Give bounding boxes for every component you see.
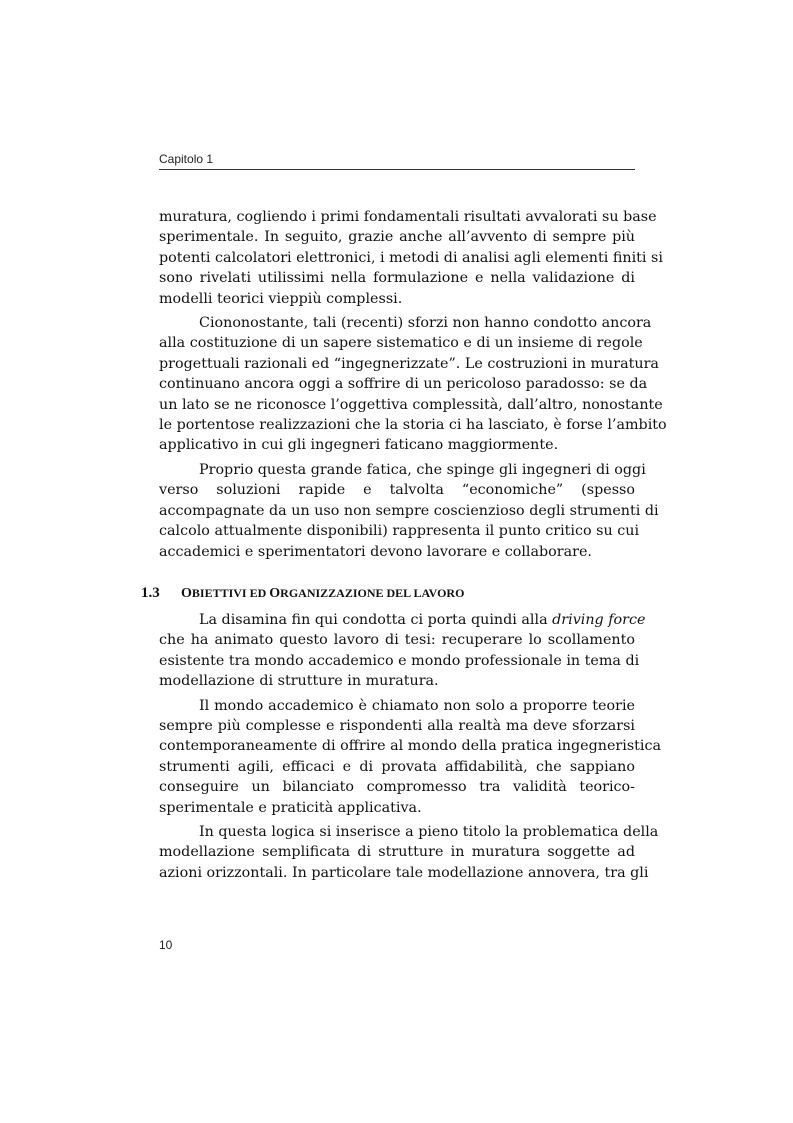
text-line: verso soluzioni rapide e talvolta “economiche” (spesso: [159, 482, 635, 499]
text-line: [159, 610, 646, 630]
section-title-text: RGANIZZAZIONE DEL LAVORO: [280, 586, 465, 600]
paragraph-1: [159, 207, 663, 309]
text-line: azioni orizzontali. In particolare tale modellazione annovera, tra gli: [159, 864, 649, 881]
paragraph-4: [159, 610, 646, 692]
text-line: progettuali razionali ed “ingegnerizzate”. Le costruzioni in muratura: [159, 355, 659, 372]
text-line: accademici e sperimentatori devono lavorare e collaborare.: [159, 543, 592, 560]
text-line: accompagnate da un uso non sempre coscienzioso degli strumenti di: [159, 502, 659, 519]
section-title-initial: O: [269, 586, 281, 601]
paragraph-3: [159, 460, 659, 562]
text-line: calcolo attualmente disponibili) rappresenta il punto critico su cui: [159, 523, 640, 540]
paragraph-6: [159, 822, 659, 883]
text-line: strumenti agili, efficaci e di provata affidabilità, che sappiano: [159, 758, 635, 775]
text-line: applicativo in cui gli ingegneri faticano maggiormente.: [159, 437, 559, 454]
section-number: 1.3: [141, 585, 160, 601]
text-line: modelli teorici vieppiù complessi.: [159, 290, 403, 307]
page-number: 10: [159, 938, 173, 952]
text-line: modellazione di strutture in muratura.: [159, 673, 439, 690]
text-line: Ciononostante, tali (recenti) sforzi non hanno condotto ancora: [199, 315, 652, 332]
text-line: Il mondo accademico è chiamato non solo a proporre teorie: [199, 697, 635, 714]
text-line: modellazione semplificata di strutture in muratura soggette ad: [159, 844, 635, 861]
text-line: muratura, cogliendo i primi fondamentali risultati avvalorati su base: [159, 209, 657, 225]
body-text-bottom: [159, 610, 662, 883]
text-line: sempre più complesse e rispondenti alla realtà ma deve sforzarsi: [159, 718, 635, 735]
paragraph-2: [159, 313, 667, 456]
text-line: che ha animato questo lavoro di tesi: recuperare lo scollamento: [159, 632, 635, 649]
text-line: conseguire un bilanciato compromesso tra validità teorico-: [159, 779, 635, 796]
body-text-top: [159, 207, 667, 562]
running-header: [159, 152, 635, 170]
section-title-text: BIETTIVI ED: [191, 586, 270, 600]
text-line: continuano ancora oggi a soffrire di un pericoloso paradosso: se da: [159, 376, 648, 393]
text-line: sperimentale e praticità applicativa.: [159, 799, 422, 816]
text-line: un lato se ne riconosce l’oggettiva complessità, dall’altro, nonostante: [159, 396, 663, 413]
text-line: In questa logica si inserisce a pieno titolo la problematica della: [199, 824, 659, 841]
text-line: alla costituzione di un sapere sistematico e di un insieme di regole: [159, 335, 643, 352]
text-line: Proprio questa grande fatica, che spinge gli ingegneri di oggi: [199, 461, 646, 478]
section-title-initial: O: [181, 586, 192, 601]
text-run: La disamina fin qui condotta ci porta quindi alla: [199, 612, 553, 628]
text-line: esistente tra mondo accademico e mondo professionale in tema di: [159, 652, 640, 669]
text-line: contemporaneamente di offrire al mondo della pratica ingegneristica: [159, 738, 662, 755]
section-heading: [141, 585, 464, 602]
paragraph-5: [159, 696, 662, 818]
text-line: sperimentale. In seguito, grazie anche all’avvento di sempre più: [159, 229, 635, 246]
text-line: sono rivelati utilissimi nella formulazione e nella validazione di: [159, 270, 635, 287]
text-line: potenti calcolatori elettronici, i metodi di analisi agli elementi finiti si: [159, 249, 663, 266]
emphasis-text: driving force: [552, 612, 646, 628]
chapter-title: Capitolo 1: [159, 152, 214, 166]
text-line: le portentose realizzazioni che la storia ci ha lasciato, è forse l’ambito: [159, 417, 667, 434]
